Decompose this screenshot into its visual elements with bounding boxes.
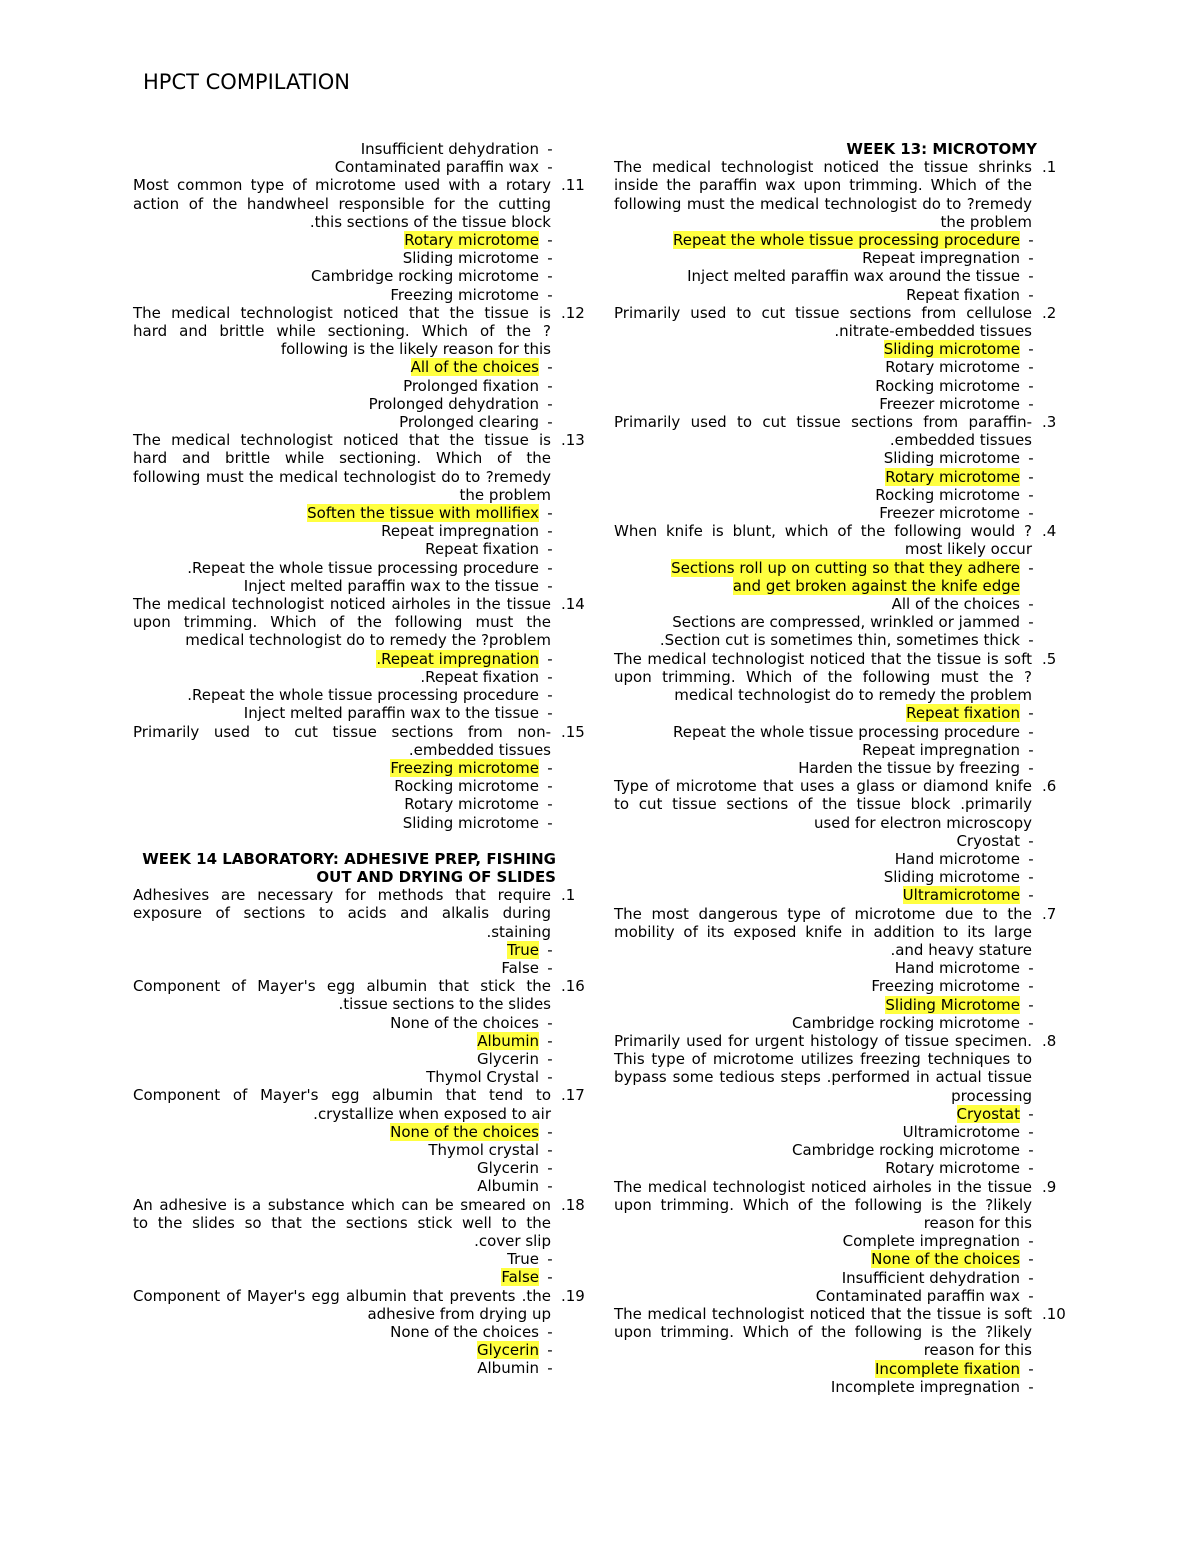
- option-text: Freezing microtome: [871, 977, 1020, 996]
- option-text: Glycerin: [477, 1049, 539, 1068]
- option-text: Sliding microtome: [883, 868, 1020, 887]
- answer-option: [614, 631, 1082, 649]
- question: [614, 522, 1082, 558]
- question-number: .12: [561, 303, 585, 322]
- answer-option: [133, 1250, 601, 1268]
- section-heading: WEEK 13: MICROTOMY: [846, 140, 1037, 158]
- answer-option: [614, 1269, 1082, 1287]
- answer-option: [614, 1105, 1082, 1123]
- bullet-dash: -: [1028, 267, 1034, 286]
- section-spacer: [133, 832, 601, 850]
- question: [614, 905, 1082, 960]
- bullet-dash: -: [1028, 977, 1034, 996]
- option-text: Freezing microtome: [390, 285, 539, 304]
- highlighted-answer: All of the choices: [410, 358, 539, 377]
- option-text: Rocking microtome: [394, 777, 539, 796]
- option-text: Sections are compressed, wrinkled or jammed: [672, 613, 1020, 632]
- bullet-dash: -: [547, 1122, 553, 1141]
- option-text: None of the choices: [390, 1013, 539, 1032]
- bullet-dash: -: [1028, 613, 1034, 632]
- answer-option: [133, 1323, 601, 1341]
- question-text: The medical technologist noticed that the tissue is soft upon trimming. Which of the following must the ?medical technologist do to remedy the problem: [614, 649, 1032, 705]
- bullet-dash: -: [1028, 504, 1034, 523]
- bullet-dash: -: [1028, 868, 1034, 887]
- bullet-dash: -: [547, 1177, 553, 1196]
- section-heading: WEEK 14 LABORATORY: ADHESIVE PREP, FISHING OUT AND DRYING OF SLIDES: [142, 849, 556, 886]
- question-text: Type of microtome that uses a glass or diamond knife to cut tissue sections of the tissue block .primarily used for electron microscopy: [614, 777, 1032, 832]
- bullet-dash: -: [1028, 485, 1034, 504]
- bullet-dash: -: [1028, 704, 1034, 723]
- answer-option: [133, 267, 601, 285]
- answer-option: [614, 886, 1082, 904]
- answer-option: [614, 1014, 1082, 1032]
- highlighted-answer: Rotary microtome: [404, 231, 539, 250]
- bullet-dash: -: [1028, 1268, 1034, 1287]
- bullet-dash: -: [1028, 831, 1034, 850]
- option-text: Inject melted paraffin wax to the tissue: [243, 576, 539, 595]
- bullet-dash: -: [547, 1268, 553, 1287]
- option-text: Prolonged fixation: [403, 376, 539, 395]
- option-text: Albumin: [477, 1177, 539, 1196]
- highlighted-answer: Albumin: [477, 1031, 539, 1050]
- answer-option-continued: [614, 577, 1082, 595]
- answer-option: [133, 413, 601, 431]
- answer-option: [614, 358, 1082, 376]
- answer-option: [133, 286, 601, 304]
- answer-option: [133, 941, 601, 959]
- page-title: HPCT COMPILATION: [143, 70, 350, 94]
- question: [614, 1032, 1082, 1105]
- question-number: .8: [1042, 1031, 1057, 1050]
- bullet-dash: -: [1028, 740, 1034, 759]
- highlighted-answer: Sections roll up on cutting so that they adhere: [671, 558, 1020, 577]
- bullet-dash: -: [547, 231, 553, 250]
- answer-option: [133, 1159, 601, 1177]
- option-text: .Repeat the whole tissue processing procedure: [187, 558, 539, 577]
- bullet-dash: -: [1028, 631, 1034, 650]
- highlighted-answer: Cryostat: [956, 1104, 1020, 1123]
- option-text: None of the choices: [390, 1323, 539, 1341]
- answer-option: [133, 158, 601, 176]
- answer-option: [133, 795, 601, 813]
- question-text: Primarily used to cut tissue sections from non- .embedded tissues: [133, 722, 551, 759]
- answer-option: [133, 358, 601, 376]
- option-text: True: [507, 1250, 539, 1269]
- bullet-dash: -: [547, 1140, 553, 1159]
- bullet-dash: -: [547, 540, 553, 559]
- option-text: Repeat impregnation: [862, 249, 1020, 268]
- option-text: Glycerin: [477, 1159, 539, 1178]
- answer-option: [614, 868, 1082, 886]
- answer-option: [614, 1123, 1082, 1141]
- answer-option: [133, 704, 601, 722]
- option-text: Cambridge rocking microtome: [310, 267, 539, 286]
- bullet-dash: -: [547, 285, 553, 304]
- answer-option: [614, 1232, 1082, 1250]
- answer-option: [133, 1068, 601, 1086]
- bullet-dash: -: [547, 394, 553, 413]
- question-number: .9: [1042, 1177, 1057, 1196]
- answer-option: [614, 1250, 1082, 1268]
- option-text: Cambridge rocking microtome: [791, 1141, 1020, 1160]
- bullet-dash: -: [547, 249, 553, 268]
- answer-option: [614, 504, 1082, 522]
- option-text: Hand microtome: [894, 849, 1020, 868]
- answer-option: [133, 1123, 601, 1141]
- question-number: .4: [1042, 522, 1057, 541]
- option-text: Rocking microtome: [875, 485, 1020, 504]
- bullet-dash: -: [1028, 558, 1034, 577]
- bullet-dash: -: [1028, 1159, 1034, 1178]
- highlighted-answer: None of the choices: [871, 1250, 1020, 1269]
- bullet-dash: -: [547, 1359, 553, 1378]
- question-number: .3: [1042, 413, 1057, 432]
- question: [133, 1287, 601, 1323]
- bullet-dash: -: [1028, 1122, 1034, 1141]
- bullet-dash: -: [547, 1031, 553, 1050]
- question-text: The medical technologist noticed that the tissue is hard and brittle while sectioning. Which of the following must the medical technologist do to ?remedy the problem: [133, 431, 551, 504]
- question-text: Most common type of microtome used with a rotary action of the handwheel responsible for the cutting .this sections of the tissue block: [133, 176, 551, 231]
- question-text: Component of Mayer's egg albumin that stick the .tissue sections to the slides: [133, 977, 551, 1014]
- option-text: Cryostat: [956, 831, 1020, 850]
- bullet-dash: -: [1028, 959, 1034, 978]
- question-number: .6: [1042, 777, 1057, 796]
- highlighted-answer: Repeat fixation: [906, 704, 1020, 723]
- question-text: Component of Mayer's egg albumin that prevents .the adhesive from drying up: [133, 1286, 551, 1323]
- bullet-dash: -: [547, 140, 553, 158]
- answer-option: [614, 850, 1082, 868]
- answer-option: [133, 504, 601, 522]
- option-text: Albumin: [477, 1359, 539, 1378]
- answer-option: [133, 395, 601, 413]
- answer-option: [133, 759, 601, 777]
- bullet-dash: -: [547, 1068, 553, 1087]
- option-text: Prolonged dehydration: [368, 394, 539, 413]
- option-text: Thymol Crystal: [426, 1068, 539, 1087]
- option-text: Repeat the whole tissue processing procedure: [673, 722, 1020, 741]
- question-text: The medical technologist noticed airholes in the tissue upon trimming. Which of the following is the ?likely reason for this: [614, 1177, 1032, 1232]
- answer-option: [133, 1341, 601, 1359]
- bullet-dash: -: [547, 1250, 553, 1269]
- question-number: .5: [1042, 649, 1057, 668]
- answer-option: [133, 686, 601, 704]
- question: [614, 650, 1082, 705]
- answer-option: [614, 449, 1082, 467]
- question: [133, 977, 601, 1013]
- answer-option: [133, 577, 601, 595]
- option-text: Rotary microtome: [885, 1159, 1020, 1178]
- bullet-dash: -: [547, 558, 553, 577]
- bullet-dash: -: [1028, 449, 1034, 468]
- answer-option: [614, 486, 1082, 504]
- highlighted-answer: False: [501, 1268, 539, 1287]
- option-text: Prolonged clearing: [399, 413, 539, 432]
- question-number: .19: [561, 1286, 585, 1305]
- question: [614, 777, 1082, 832]
- question-number: .1: [561, 886, 576, 905]
- bullet-dash: -: [1028, 722, 1034, 741]
- answer-option: [133, 650, 601, 668]
- bullet-dash: -: [1028, 376, 1034, 395]
- answer-option: [614, 1378, 1082, 1396]
- answer-option: [133, 1359, 601, 1377]
- question-number: .13: [561, 431, 585, 450]
- bullet-dash: -: [547, 522, 553, 541]
- bullet-dash: -: [547, 940, 553, 959]
- option-text: .Section cut is sometimes thin, sometimes thick: [659, 631, 1020, 650]
- option-text: Incomplete impregnation: [830, 1377, 1020, 1396]
- bullet-dash: -: [1028, 1377, 1034, 1396]
- option-text: Rocking microtome: [875, 376, 1020, 395]
- question-text: The medical technologist noticed airholes in the tissue upon trimming. Which of the following must the medical technologist do to remedy the ?problem: [133, 595, 551, 650]
- answer-option: [133, 1268, 601, 1286]
- bullet-dash: -: [1028, 467, 1034, 486]
- question: [133, 886, 601, 941]
- answer-option: [614, 595, 1082, 613]
- bullet-dash: -: [547, 813, 553, 832]
- answer-option: [614, 741, 1082, 759]
- question-number: .7: [1042, 904, 1057, 923]
- option-text: Ultramicrotome: [902, 1122, 1020, 1141]
- option-text: All of the choices: [891, 595, 1020, 614]
- answer-option: [133, 1050, 601, 1068]
- question: [614, 158, 1082, 231]
- bullet-dash: -: [547, 267, 553, 286]
- bullet-dash: -: [1028, 1104, 1034, 1123]
- highlighted-answer: Sliding microtome: [883, 340, 1020, 359]
- bullet-dash: -: [1028, 758, 1034, 777]
- option-text: .Repeat fixation: [420, 667, 539, 686]
- question-text: When knife is blunt, which of the following would ?most likely occur: [614, 522, 1032, 559]
- answer-option: [614, 723, 1082, 741]
- answer-option: [614, 286, 1082, 304]
- bullet-dash: -: [547, 1341, 553, 1360]
- answer-option: [614, 1360, 1082, 1378]
- bullet-dash: -: [1028, 358, 1034, 377]
- highlighted-answer: Freezing microtome: [390, 758, 539, 777]
- answer-option: [614, 1287, 1082, 1305]
- question-number: .10: [1042, 1305, 1066, 1323]
- highlighted-answer: Repeat the whole tissue processing procedure: [673, 231, 1020, 250]
- answer-option: [133, 668, 601, 686]
- bullet-dash: -: [1028, 340, 1034, 359]
- option-text: Cambridge rocking microtome: [791, 1013, 1020, 1032]
- bullet-dash: -: [547, 413, 553, 432]
- question: [614, 1178, 1082, 1233]
- option-text: Repeat impregnation: [862, 740, 1020, 759]
- question-number: .17: [561, 1086, 585, 1105]
- highlighted-answer: None of the choices: [390, 1122, 539, 1141]
- answer-option: [133, 1014, 601, 1032]
- answer-option: [133, 1177, 601, 1195]
- question-text: The medical technologist noticed the tissue shrinks inside the paraffin wax upon trimming. Which of the following must the medical technologist do to ?remedy the problem: [614, 158, 1032, 231]
- question-text: Adhesives are necessary for methods that require exposure of sections to acids and alkalis during .staining: [133, 886, 551, 941]
- bullet-dash: -: [1028, 394, 1034, 413]
- bullet-dash: -: [547, 758, 553, 777]
- question: [133, 1086, 601, 1122]
- bullet-dash: -: [1028, 595, 1034, 614]
- answer-option: [614, 468, 1082, 486]
- option-text: Harden the tissue by freezing: [798, 758, 1020, 777]
- answer-option: [133, 1032, 601, 1050]
- bullet-dash: -: [1028, 1232, 1034, 1251]
- highlighted-answer: Rotary microtome: [885, 467, 1020, 486]
- bullet-dash: -: [547, 795, 553, 814]
- highlighted-answer: Ultramicrotome: [902, 886, 1020, 905]
- bullet-dash: -: [1028, 1250, 1034, 1269]
- question: [133, 304, 601, 359]
- question: [133, 1196, 601, 1251]
- answer-option: [614, 249, 1082, 267]
- answer-option: [614, 704, 1082, 722]
- question: [614, 1305, 1082, 1360]
- question-number: .15: [561, 722, 585, 741]
- answer-option: [614, 231, 1082, 249]
- question-number: .11: [561, 176, 585, 195]
- highlighted-answer: Glycerin: [477, 1341, 539, 1360]
- answer-option: [614, 613, 1082, 631]
- bullet-dash: -: [1028, 1141, 1034, 1160]
- question-text: The most dangerous type of microtome due to the mobility of its exposed knife in addition to its large .and heavy stature: [614, 904, 1032, 959]
- bullet-dash: -: [1028, 285, 1034, 304]
- bullet-dash: -: [547, 358, 553, 377]
- option-text: Thymol crystal: [428, 1140, 539, 1159]
- answer-option: [614, 377, 1082, 395]
- answer-option: [133, 814, 601, 832]
- option-text: False: [501, 958, 539, 977]
- option-text: Inject melted paraffin wax around the tissue: [687, 267, 1020, 286]
- question: [133, 176, 601, 231]
- answer-option: [133, 777, 601, 795]
- highlighted-answer: .Repeat impregnation: [376, 649, 539, 668]
- highlighted-answer: Sliding Microtome: [885, 995, 1020, 1014]
- bullet-dash: -: [547, 649, 553, 668]
- answer-option: [614, 340, 1082, 358]
- answer-option: [133, 540, 601, 558]
- answer-option: [614, 267, 1082, 285]
- question-text: The medical technologist noticed that the tissue is hard and brittle while sectioning. Which of the ?following is the likely reason for this: [133, 303, 551, 359]
- bullet-dash: -: [547, 158, 553, 177]
- question-text: Component of Mayer's egg albumin that tend to .crystallize when exposed to air: [133, 1086, 551, 1123]
- question: [614, 413, 1082, 449]
- option-text: Rotary microtome: [404, 795, 539, 814]
- bullet-dash: -: [547, 704, 553, 723]
- option-text: Sliding microtome: [883, 449, 1020, 468]
- question-text: Primarily used for urgent histology of tissue specimen. This type of microtome utilizes freezing techniques to bypass some tedious steps .performed in actual tissue processing: [614, 1031, 1032, 1105]
- highlighted-answer: and get broken against the knife edge: [732, 576, 1020, 595]
- option-text: Contaminated paraffin wax: [334, 158, 539, 177]
- answer-option: [133, 559, 601, 577]
- bullet-dash: -: [1028, 249, 1034, 268]
- question-number: .16: [561, 977, 585, 996]
- question-number: .14: [561, 595, 585, 614]
- answer-option: [133, 1141, 601, 1159]
- option-text: .Repeat the whole tissue processing procedure: [187, 686, 539, 705]
- question: [133, 431, 601, 504]
- question-text: Primarily used to cut tissue sections from paraffin- .embedded tissues: [614, 413, 1032, 450]
- option-text: Insufficient dehydration: [841, 1268, 1020, 1287]
- bullet-dash: -: [1028, 1013, 1034, 1032]
- option-text: Sliding microtome: [402, 813, 539, 832]
- answer-option: [133, 140, 601, 158]
- option-text: Sliding microtome: [402, 249, 539, 268]
- question-number: .2: [1042, 303, 1057, 322]
- answer-option: [614, 559, 1082, 577]
- option-text: Inject melted paraffin wax to the tissue: [243, 704, 539, 723]
- bullet-dash: -: [1028, 1359, 1034, 1378]
- question-text: An adhesive is a substance which can be smeared on to the slides so that the sections stick well to the .cover slip: [133, 1195, 551, 1250]
- option-text: Hand microtome: [894, 959, 1020, 978]
- answer-option: [614, 759, 1082, 777]
- answer-option: [133, 522, 601, 540]
- answer-option: [133, 959, 601, 977]
- answer-option: [614, 959, 1082, 977]
- highlighted-answer: Incomplete fixation: [874, 1359, 1020, 1378]
- bullet-dash: -: [1028, 849, 1034, 868]
- option-text: Complete impregnation: [842, 1232, 1020, 1251]
- option-text: Repeat fixation: [906, 285, 1020, 304]
- answer-option: [614, 996, 1082, 1014]
- bullet-dash: -: [547, 1049, 553, 1068]
- answer-option: [133, 249, 601, 267]
- bullet-dash: -: [1028, 886, 1034, 905]
- question: [614, 304, 1082, 340]
- bullet-dash: -: [1028, 1286, 1034, 1305]
- bullet-dash: -: [1028, 231, 1034, 250]
- answer-option: [133, 377, 601, 395]
- bullet-dash: -: [547, 777, 553, 796]
- question-text: The medical technologist noticed that the tissue is soft upon trimming. Which of the following is the ?likely reason for this: [614, 1305, 1032, 1360]
- answer-option: [614, 395, 1082, 413]
- answer-option: [614, 977, 1082, 995]
- bullet-dash: -: [547, 504, 553, 523]
- bullet-dash: -: [547, 667, 553, 686]
- bullet-dash: -: [547, 686, 553, 705]
- bullet-dash: -: [547, 1323, 553, 1341]
- bullet-dash: -: [547, 1013, 553, 1032]
- option-text: Repeat impregnation: [381, 522, 539, 541]
- bullet-dash: -: [547, 1159, 553, 1178]
- bullet-dash: -: [547, 576, 553, 595]
- question-number: .1: [1042, 158, 1057, 177]
- option-text: Freezer microtome: [879, 394, 1020, 413]
- right-column: [614, 140, 1082, 1396]
- answer-option: [614, 832, 1082, 850]
- option-text: Rotary microtome: [885, 358, 1020, 377]
- option-text: Contaminated paraffin wax: [815, 1286, 1020, 1305]
- question: [133, 723, 601, 759]
- question-text: Primarily used to cut tissue sections from cellulose .nitrate-embedded tissues: [614, 303, 1032, 341]
- bullet-dash: -: [547, 376, 553, 395]
- question: [133, 595, 601, 650]
- option-text: Insufficient dehydration: [360, 140, 539, 158]
- option-text: Freezer microtome: [879, 504, 1020, 523]
- highlighted-answer: Soften the tissue with mollifiex: [307, 504, 539, 523]
- answer-option: [133, 231, 601, 249]
- question-number: .18: [561, 1195, 585, 1214]
- option-text: Repeat fixation: [425, 540, 539, 559]
- bullet-dash: -: [547, 958, 553, 977]
- answer-option: [614, 1141, 1082, 1159]
- answer-option: [614, 1159, 1082, 1177]
- bullet-dash: -: [1028, 995, 1034, 1014]
- highlighted-answer: True: [507, 940, 539, 959]
- left-column: [133, 140, 601, 1378]
